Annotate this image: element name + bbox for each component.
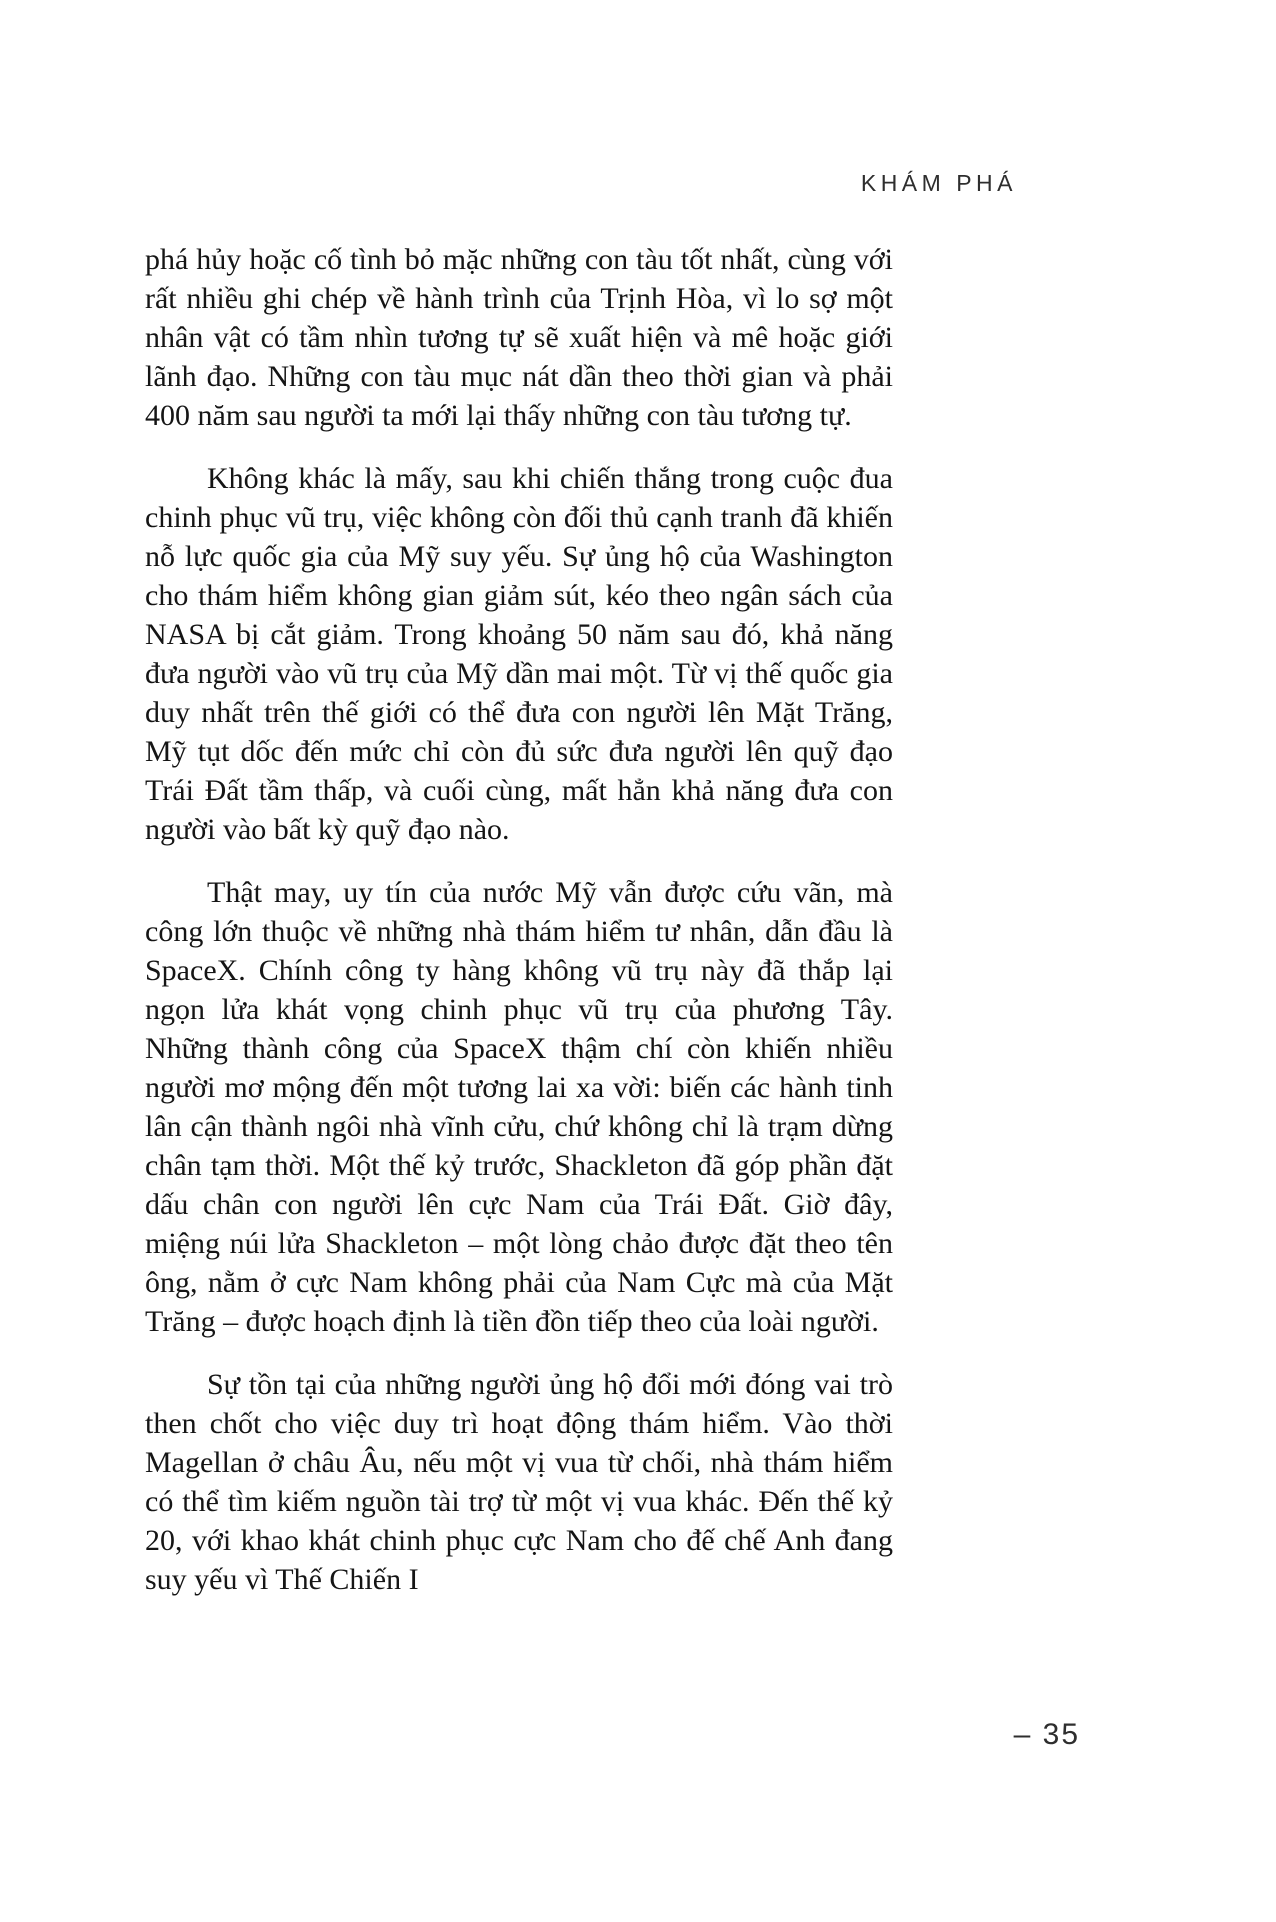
paragraph: phá hủy hoặc cố tình bỏ mặc những con tàu tốt nhất, cùng với rất nhiều ghi chép về hành trình của Trịnh Hòa, vì lo sợ một nhân vật có tầm nhìn tương tự sẽ xuất hiện và mê hoặc giới lãnh đạo. Những con tàu mục nát dần theo thời gian và phải 400 năm sau người ta mới lại thấy những con tàu tương tự. [145,243,893,432]
page-number: – 35 [1013,1718,1080,1751]
paragraph: Thật may, uy tín của nước Mỹ vẫn được cứu vãn, mà công lớn thuộc về những nhà thám hiểm tư nhân, dẫn đầu là SpaceX. Chính công ty hàng không vũ trụ này đã thắp lại ngọn lửa khát vọng chinh phục vũ trụ của phương Tây. Những thành công của SpaceX thậm chí còn khiến nhiều người mơ mộng đến một tương lai xa vời: biến các hành tinh lân cận thành ngôi nhà vĩnh cửu, chứ không chỉ là trạm dừng chân tạm thời. Một thế kỷ trước, Shackleton đã góp phần đặt dấu chân con người lên cực Nam của Trái Đất. Giờ đây, miệng núi lửa Shackleton – một lòng chảo được đặt theo tên ông, nằm ở cực Nam không phải của Nam Cực mà của Mặt Trăng – được hoạch định là tiền đồn tiếp theo của loài người. [145,876,893,1338]
page-body [145,240,893,1599]
paragraph: Không khác là mấy, sau khi chiến thắng trong cuộc đua chinh phục vũ trụ, việc không còn đối thủ cạnh tranh đã khiến nỗ lực quốc gia của Mỹ suy yếu. Sự ủng hộ của Washington cho thám hiểm không gian giảm sút, kéo theo ngân sách của NASA bị cắt giảm. Trong khoảng 50 năm sau đó, khả năng đưa người vào vũ trụ của Mỹ dần mai một. Từ vị thế quốc gia duy nhất trên thế giới có thể đưa con người lên Mặt Trăng, Mỹ tụt dốc đến mức chỉ còn đủ sức đưa người lên quỹ đạo Trái Đất tầm thấp, và cuối cùng, mất hẳn khả năng đưa con người vào bất kỳ quỹ đạo nào. [145,462,893,846]
running-header: KHÁM PHÁ [860,170,1017,196]
paragraph: Sự tồn tại của những người ủng hộ đổi mới đóng vai trò then chốt cho việc duy trì hoạt động thám hiểm. Vào thời Magellan ở châu Âu, nếu một vị vua từ chối, nhà thám hiểm có thể tìm kiếm nguồn tài trợ từ một vị vua khác. Đến thế kỷ 20, với khao khát chinh phục cực Nam cho đế chế Anh đang suy yếu vì Thế Chiến I [145,1368,893,1596]
